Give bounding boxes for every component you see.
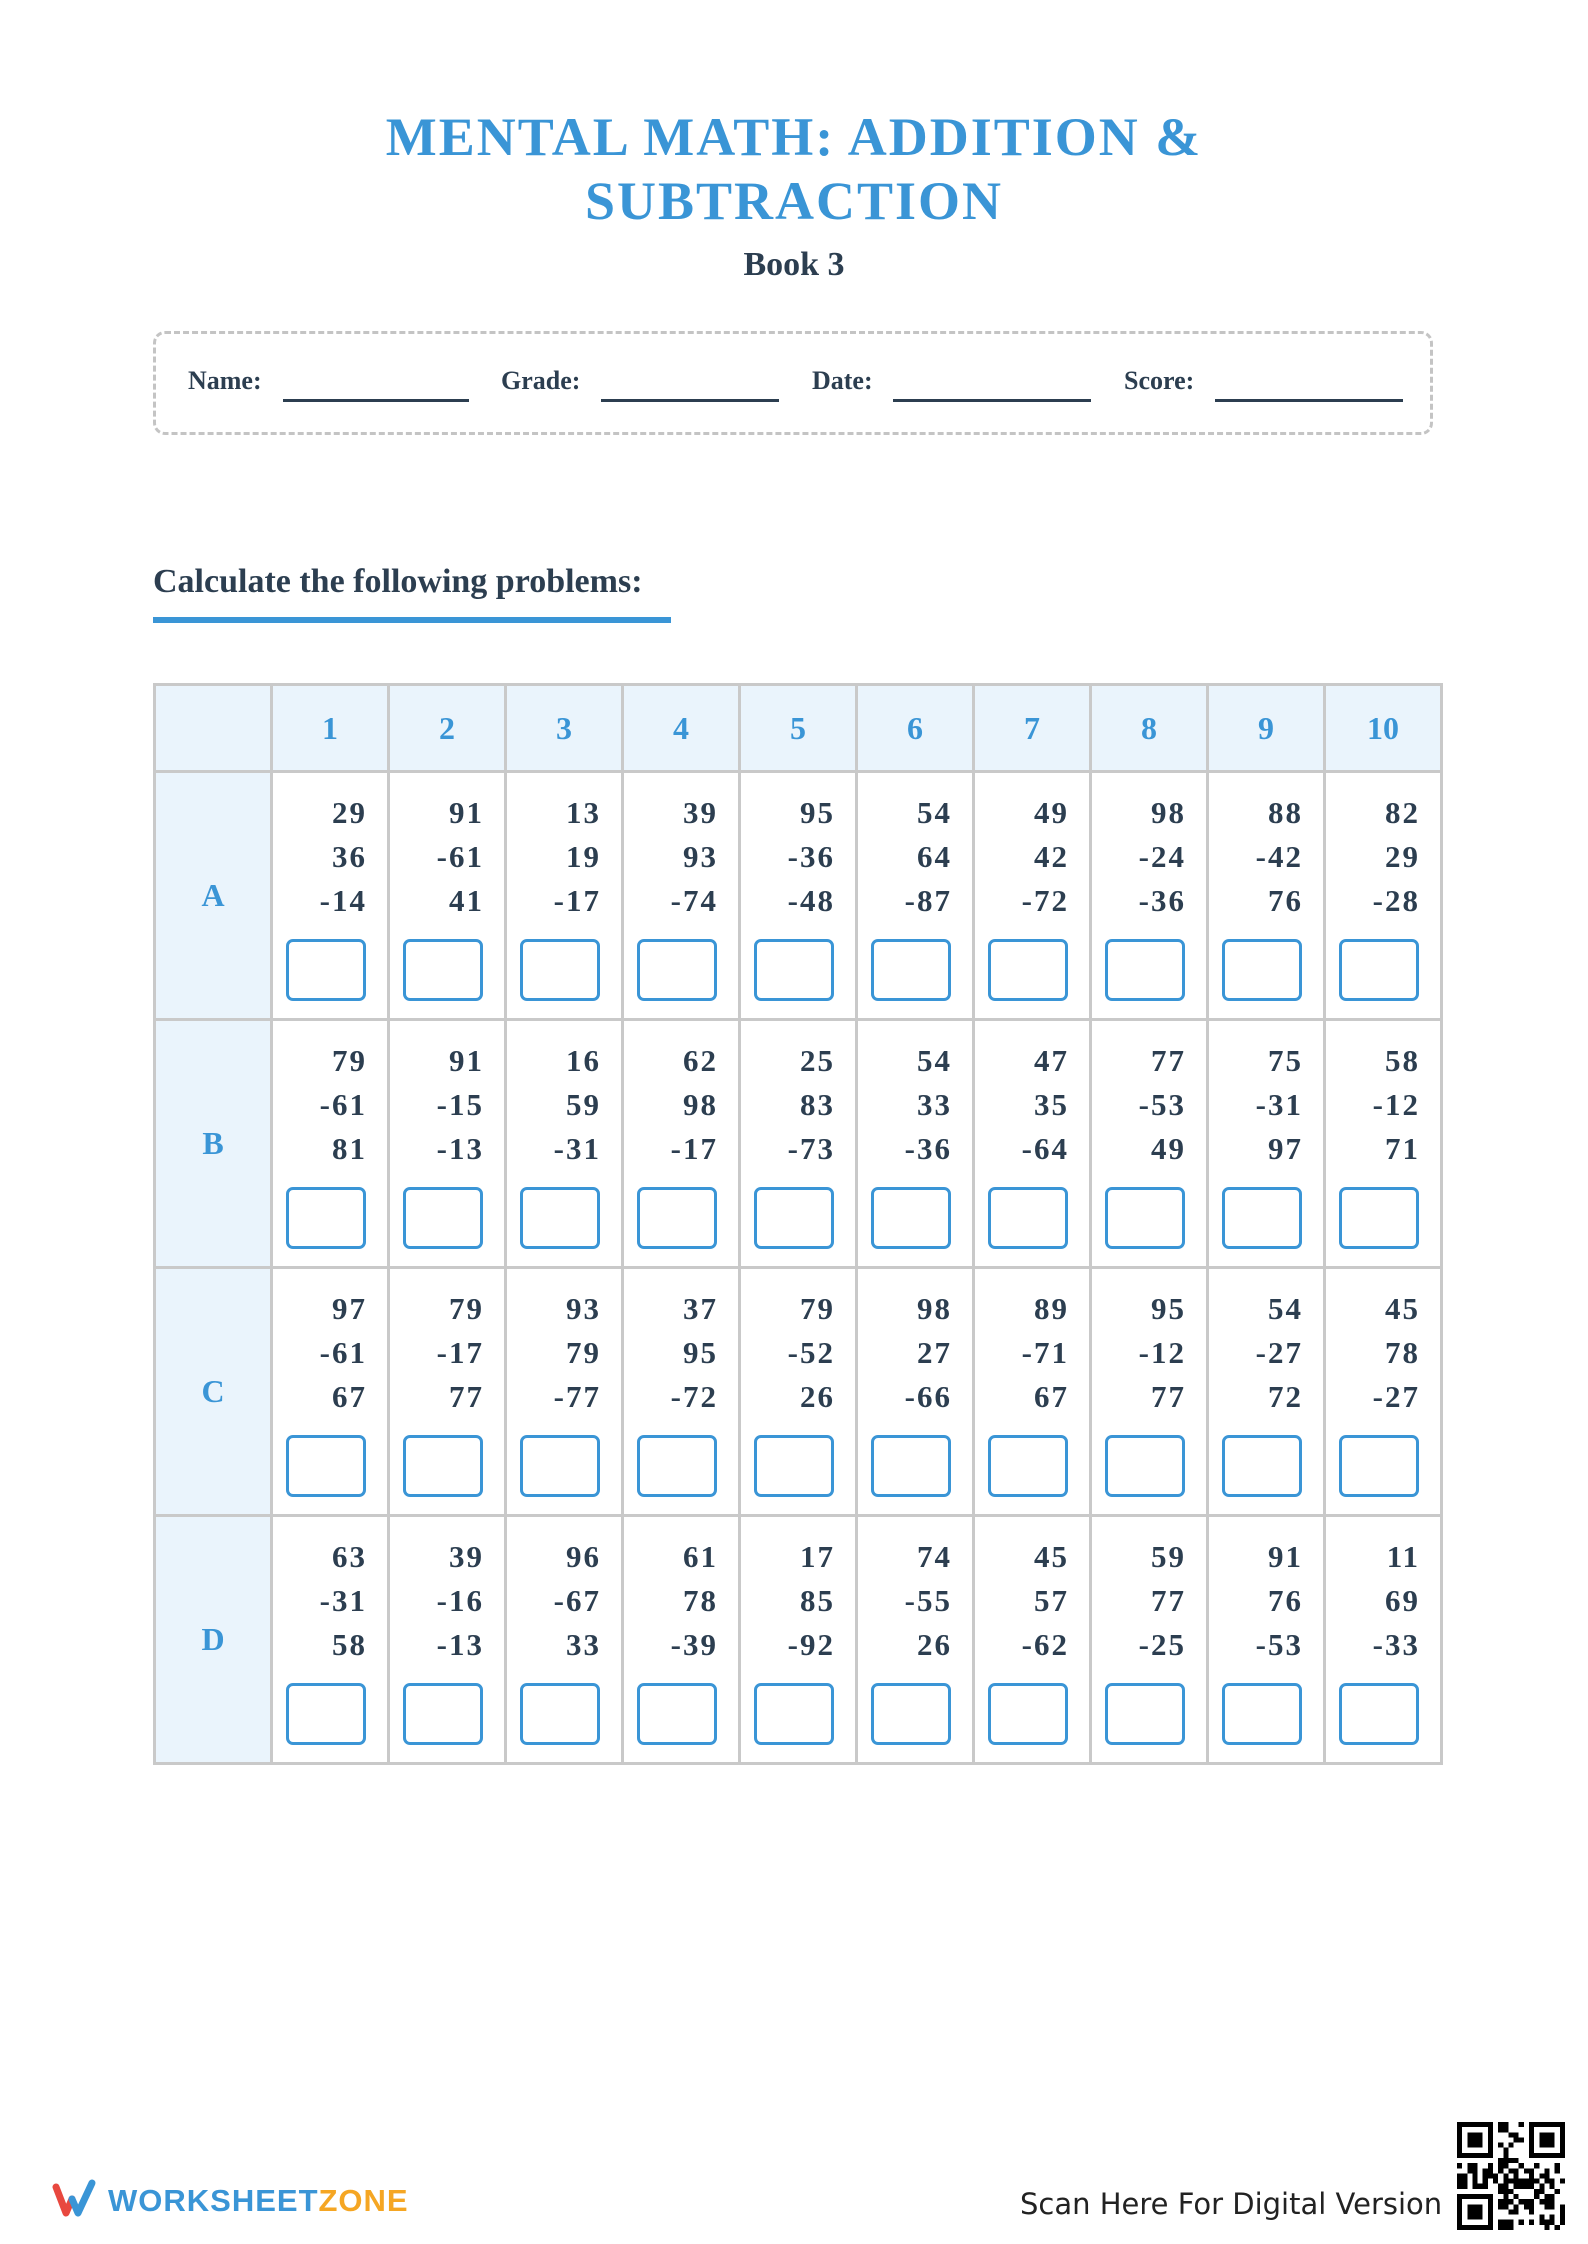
problem-number: 98 <box>917 1291 952 1326</box>
problem-number: -12 <box>1138 1335 1186 1370</box>
page-title <box>0 105 1588 233</box>
problem-cell <box>857 772 974 1020</box>
answer-box[interactable] <box>754 1683 834 1745</box>
row-label: C <box>155 1268 272 1516</box>
problem-number: -53 <box>1255 1627 1303 1662</box>
column-header: 8 <box>1091 685 1208 772</box>
name-label: Name: <box>188 366 262 395</box>
answer-box[interactable] <box>988 939 1068 1001</box>
problem-numbers <box>1022 791 1069 923</box>
problem-number: 91 <box>449 1043 484 1078</box>
answer-box[interactable] <box>403 939 483 1001</box>
problem-numbers <box>320 1287 367 1419</box>
problem-number: -33 <box>1372 1627 1420 1662</box>
problem-number: -73 <box>787 1131 835 1166</box>
problem-number: -61 <box>436 839 484 874</box>
problem-row-a <box>155 772 1442 1020</box>
problem-number: -77 <box>553 1379 601 1414</box>
problem-number: 39 <box>683 795 718 830</box>
problem-number: 93 <box>683 839 718 874</box>
problem-cell <box>389 1268 506 1516</box>
problem-number: 64 <box>917 839 952 874</box>
problem-number: 91 <box>449 795 484 830</box>
answer-box[interactable] <box>520 939 600 1001</box>
problem-number: 63 <box>332 1539 367 1574</box>
problem-numbers <box>1022 1535 1069 1667</box>
problem-number: -66 <box>904 1379 952 1414</box>
problem-numbers <box>788 791 835 923</box>
problem-number: -25 <box>1138 1627 1186 1662</box>
name-line[interactable] <box>283 399 469 402</box>
problem-cell <box>974 1516 1091 1764</box>
problem-number: -31 <box>553 1131 601 1166</box>
problem-numbers <box>437 1039 484 1171</box>
column-header: 1 <box>272 685 389 772</box>
problem-number: -31 <box>1255 1087 1303 1122</box>
grid-header-row <box>155 685 1442 772</box>
grade-label: Grade: <box>501 366 581 395</box>
problem-number: 45 <box>1385 1291 1420 1326</box>
grid-corner-cell <box>155 685 272 772</box>
problem-number: -28 <box>1372 883 1420 918</box>
problem-cell <box>272 1020 389 1268</box>
problem-numbers <box>1256 1287 1303 1419</box>
problem-number: 95 <box>800 795 835 830</box>
problem-number: 82 <box>1385 795 1420 830</box>
problem-numbers <box>554 1287 601 1419</box>
footer-brand <box>108 2183 409 2219</box>
problem-number: 45 <box>1034 1539 1069 1574</box>
problem-number: 74 <box>917 1539 952 1574</box>
problem-number: -48 <box>787 883 835 918</box>
problem-number: 62 <box>683 1043 718 1078</box>
problem-number: 19 <box>566 839 601 874</box>
problem-cell <box>1325 1268 1442 1516</box>
problem-number: -92 <box>787 1627 835 1662</box>
answer-box[interactable] <box>871 1435 951 1497</box>
problem-cell <box>623 1516 740 1764</box>
title-line-1: MENTAL MATH: ADDITION & <box>385 107 1203 167</box>
problem-number: -52 <box>787 1335 835 1370</box>
problem-cell <box>974 772 1091 1020</box>
problem-cell <box>623 1020 740 1268</box>
problem-number: -17 <box>436 1335 484 1370</box>
problem-cell <box>272 1516 389 1764</box>
answer-box[interactable] <box>1339 1187 1419 1249</box>
problem-numbers <box>905 1287 952 1419</box>
problem-number: 26 <box>800 1379 835 1414</box>
title-line-2: SUBTRACTION <box>584 171 1004 231</box>
answer-box[interactable] <box>403 1187 483 1249</box>
column-header: 4 <box>623 685 740 772</box>
answer-box[interactable] <box>1222 1683 1302 1745</box>
problem-numbers <box>1256 1039 1303 1171</box>
problem-number: 33 <box>566 1627 601 1662</box>
problem-number: -15 <box>436 1087 484 1122</box>
problem-cell <box>1208 772 1325 1020</box>
problem-number: 98 <box>1151 795 1186 830</box>
problem-cell <box>740 1020 857 1268</box>
problem-numbers <box>1256 791 1303 923</box>
problem-cell <box>1325 1516 1442 1764</box>
problem-cell <box>506 1268 623 1516</box>
problem-numbers <box>1256 1535 1303 1667</box>
problem-numbers <box>320 1039 367 1171</box>
problem-number: -53 <box>1138 1087 1186 1122</box>
problem-row-c <box>155 1268 1442 1516</box>
problem-number: 58 <box>332 1627 367 1662</box>
problem-numbers <box>1373 791 1420 923</box>
problem-number: 49 <box>1151 1131 1186 1166</box>
problem-number: -14 <box>319 883 367 918</box>
answer-box[interactable] <box>988 1435 1068 1497</box>
problem-numbers <box>1139 1535 1186 1667</box>
problem-number: 97 <box>1268 1131 1303 1166</box>
problem-number: 83 <box>800 1087 835 1122</box>
problem-numbers <box>788 1535 835 1667</box>
problem-cell <box>389 1516 506 1764</box>
problem-cell <box>506 1020 623 1268</box>
problem-number: -61 <box>319 1087 367 1122</box>
problem-number: 49 <box>1034 795 1069 830</box>
problem-number: 69 <box>1385 1583 1420 1618</box>
answer-box[interactable] <box>1339 939 1419 1001</box>
problem-cell <box>1091 1268 1208 1516</box>
answer-box[interactable] <box>1105 1683 1185 1745</box>
problem-cell <box>1091 1516 1208 1764</box>
problem-number: -12 <box>1372 1087 1420 1122</box>
problem-cell <box>974 1268 1091 1516</box>
problem-number: -31 <box>319 1583 367 1618</box>
problem-cell <box>1325 772 1442 1020</box>
answer-box[interactable] <box>871 1187 951 1249</box>
problem-numbers <box>671 1535 718 1667</box>
problem-number: 37 <box>683 1291 718 1326</box>
student-info-box <box>153 331 1433 435</box>
problem-number: -71 <box>1021 1335 1069 1370</box>
answer-box[interactable] <box>1222 1435 1302 1497</box>
problem-number: 77 <box>1151 1379 1186 1414</box>
qr-code-icon[interactable] <box>1457 2122 1565 2230</box>
problem-number: 95 <box>1151 1291 1186 1326</box>
answer-box[interactable] <box>988 1187 1068 1249</box>
grade-line[interactable] <box>601 399 779 402</box>
problem-numbers <box>1139 791 1186 923</box>
problem-number: -74 <box>670 883 718 918</box>
problem-number: -27 <box>1255 1335 1303 1370</box>
problem-number: 26 <box>917 1627 952 1662</box>
problem-cell <box>1325 1020 1442 1268</box>
problem-number: 11 <box>1386 1539 1420 1574</box>
problem-number: 67 <box>332 1379 367 1414</box>
answer-box[interactable] <box>754 1435 834 1497</box>
problem-numbers <box>437 1287 484 1419</box>
answer-box[interactable] <box>871 939 951 1001</box>
problem-cell <box>1208 1268 1325 1516</box>
answer-box[interactable] <box>1105 1187 1185 1249</box>
problem-number: 35 <box>1034 1087 1069 1122</box>
problem-cell <box>272 772 389 1020</box>
problem-number: 59 <box>1151 1539 1186 1574</box>
score-label: Score: <box>1124 366 1195 395</box>
worksheetzone-logo-icon <box>52 2175 98 2221</box>
problem-number: 41 <box>449 883 484 918</box>
problem-number: 33 <box>917 1087 952 1122</box>
column-header: 9 <box>1208 685 1325 772</box>
problem-number: 39 <box>449 1539 484 1574</box>
problem-cell <box>272 1268 389 1516</box>
problem-number: -55 <box>904 1583 952 1618</box>
row-label: D <box>155 1516 272 1764</box>
answer-box[interactable] <box>520 1435 600 1497</box>
problem-number: 54 <box>917 795 952 830</box>
problem-number: 29 <box>332 795 367 830</box>
problem-numbers <box>437 791 484 923</box>
column-header: 6 <box>857 685 974 772</box>
problem-number: -36 <box>787 839 835 874</box>
problem-cell <box>623 1268 740 1516</box>
problem-number: -16 <box>436 1583 484 1618</box>
row-label: B <box>155 1020 272 1268</box>
problem-number: 61 <box>683 1539 718 1574</box>
problem-number: 58 <box>1385 1043 1420 1078</box>
problem-numbers <box>788 1287 835 1419</box>
problem-number: 98 <box>683 1087 718 1122</box>
problem-number: 77 <box>449 1379 484 1414</box>
problem-cell <box>857 1268 974 1516</box>
instructions-underline <box>153 617 671 623</box>
problem-numbers <box>671 1039 718 1171</box>
problem-numbers <box>905 791 952 923</box>
answer-box[interactable] <box>520 1683 600 1745</box>
brand-part-2: ZONE <box>318 2183 409 2218</box>
problem-number: 79 <box>449 1291 484 1326</box>
problem-number: -42 <box>1255 839 1303 874</box>
problem-number: 91 <box>1268 1539 1303 1574</box>
answer-box[interactable] <box>520 1187 600 1249</box>
answer-box[interactable] <box>754 939 834 1001</box>
answer-box[interactable] <box>1222 1187 1302 1249</box>
problem-number: 67 <box>1034 1379 1069 1414</box>
problem-numbers <box>320 791 367 923</box>
problem-numbers <box>905 1535 952 1667</box>
answer-box[interactable] <box>637 1187 717 1249</box>
brand-part-1: WORKSHEET <box>108 2183 319 2218</box>
answer-box[interactable] <box>286 1187 366 1249</box>
problem-number: -64 <box>1021 1131 1069 1166</box>
problem-number: 59 <box>566 1087 601 1122</box>
problem-number: 78 <box>1385 1335 1420 1370</box>
problem-row-b <box>155 1020 1442 1268</box>
problem-number: -61 <box>319 1335 367 1370</box>
problem-number: -17 <box>670 1131 718 1166</box>
problem-number: 79 <box>332 1043 367 1078</box>
problem-number: -39 <box>670 1627 718 1662</box>
problem-numbers <box>1022 1287 1069 1419</box>
problem-number: 16 <box>566 1043 601 1078</box>
problem-number: 54 <box>1268 1291 1303 1326</box>
problem-numbers <box>554 791 601 923</box>
problem-number: -36 <box>904 1131 952 1166</box>
answer-box[interactable] <box>286 939 366 1001</box>
date-label: Date: <box>812 366 873 395</box>
problem-row-d <box>155 1516 1442 1764</box>
column-header: 5 <box>740 685 857 772</box>
answer-box[interactable] <box>637 939 717 1001</box>
problem-numbers <box>1139 1039 1186 1171</box>
problem-number: 89 <box>1034 1291 1069 1326</box>
answer-box[interactable] <box>988 1683 1068 1745</box>
problem-cell <box>857 1516 974 1764</box>
problem-cell <box>857 1020 974 1268</box>
problem-number: -72 <box>670 1379 718 1414</box>
answer-box[interactable] <box>1105 939 1185 1001</box>
problem-number: 81 <box>332 1131 367 1166</box>
problem-number: 88 <box>1268 795 1303 830</box>
problem-number: -17 <box>553 883 601 918</box>
problem-numbers <box>905 1039 952 1171</box>
problem-number: 42 <box>1034 839 1069 874</box>
answer-box[interactable] <box>286 1435 366 1497</box>
problem-number: -27 <box>1372 1379 1420 1414</box>
answer-box[interactable] <box>403 1435 483 1497</box>
column-header: 3 <box>506 685 623 772</box>
problem-cell <box>506 772 623 1020</box>
answer-box[interactable] <box>1339 1435 1419 1497</box>
answer-box[interactable] <box>637 1683 717 1745</box>
problem-number: -62 <box>1021 1627 1069 1662</box>
row-label: A <box>155 772 272 1020</box>
problem-number: 47 <box>1034 1043 1069 1078</box>
problem-number: 75 <box>1268 1043 1303 1078</box>
date-line[interactable] <box>893 399 1091 402</box>
answer-box[interactable] <box>1339 1683 1419 1745</box>
problem-cell <box>1208 1020 1325 1268</box>
problem-numbers <box>554 1535 601 1667</box>
problem-cell <box>740 1516 857 1764</box>
problem-grid <box>153 683 1443 1765</box>
problem-number: 71 <box>1385 1131 1420 1166</box>
answer-box[interactable] <box>403 1683 483 1745</box>
problem-number: -13 <box>436 1627 484 1662</box>
problem-number: 17 <box>800 1539 835 1574</box>
problem-numbers <box>1022 1039 1069 1171</box>
problem-number: 25 <box>800 1043 835 1078</box>
problem-cell <box>1208 1516 1325 1764</box>
problem-number: 77 <box>1151 1043 1186 1078</box>
problem-numbers <box>1373 1535 1420 1667</box>
answer-box[interactable] <box>1222 939 1302 1001</box>
column-header: 10 <box>1325 685 1442 772</box>
answer-box[interactable] <box>637 1435 717 1497</box>
problem-number: 93 <box>566 1291 601 1326</box>
problem-cell <box>506 1516 623 1764</box>
problem-number: 79 <box>566 1335 601 1370</box>
problem-number: -24 <box>1138 839 1186 874</box>
problem-number: 36 <box>332 839 367 874</box>
problem-number: 29 <box>1385 839 1420 874</box>
answer-box[interactable] <box>1105 1435 1185 1497</box>
answer-box[interactable] <box>286 1683 366 1745</box>
problem-numbers <box>671 1287 718 1419</box>
problem-number: 76 <box>1268 883 1303 918</box>
problem-number: 79 <box>800 1291 835 1326</box>
problem-numbers <box>1373 1039 1420 1171</box>
problem-number: -13 <box>436 1131 484 1166</box>
column-header: 2 <box>389 685 506 772</box>
instructions: Calculate the following problems: <box>153 563 643 600</box>
column-header: 7 <box>974 685 1091 772</box>
answer-box[interactable] <box>754 1187 834 1249</box>
problem-number: -87 <box>904 883 952 918</box>
scan-text: Scan Here For Digital Version <box>1020 2187 1443 2221</box>
problem-numbers <box>320 1535 367 1667</box>
problem-cell <box>389 1020 506 1268</box>
problem-numbers <box>1373 1287 1420 1419</box>
problem-number: 57 <box>1034 1583 1069 1618</box>
problem-number: -36 <box>1138 883 1186 918</box>
problem-number: -67 <box>553 1583 601 1618</box>
problem-cell <box>1091 1020 1208 1268</box>
problem-number: 95 <box>683 1335 718 1370</box>
problem-number: 78 <box>683 1583 718 1618</box>
problem-cell <box>389 772 506 1020</box>
problem-number: 13 <box>566 795 601 830</box>
problem-number: -72 <box>1021 883 1069 918</box>
problem-numbers <box>554 1039 601 1171</box>
problem-cell <box>623 772 740 1020</box>
problem-number: 97 <box>332 1291 367 1326</box>
problem-numbers <box>1139 1287 1186 1419</box>
problem-numbers <box>437 1535 484 1667</box>
problem-number: 96 <box>566 1539 601 1574</box>
problem-number: 27 <box>917 1335 952 1370</box>
problem-number: 77 <box>1151 1583 1186 1618</box>
problem-number: 76 <box>1268 1583 1303 1618</box>
problem-number: 72 <box>1268 1379 1303 1414</box>
score-line[interactable] <box>1215 399 1403 402</box>
answer-box[interactable] <box>871 1683 951 1745</box>
problem-number: 85 <box>800 1583 835 1618</box>
problem-cell <box>740 772 857 1020</box>
problem-numbers <box>671 791 718 923</box>
problem-cell <box>1091 772 1208 1020</box>
problem-cell <box>740 1268 857 1516</box>
page-subtitle: Book 3 <box>743 246 845 283</box>
problem-cell <box>974 1020 1091 1268</box>
problem-number: 54 <box>917 1043 952 1078</box>
problem-numbers <box>788 1039 835 1171</box>
